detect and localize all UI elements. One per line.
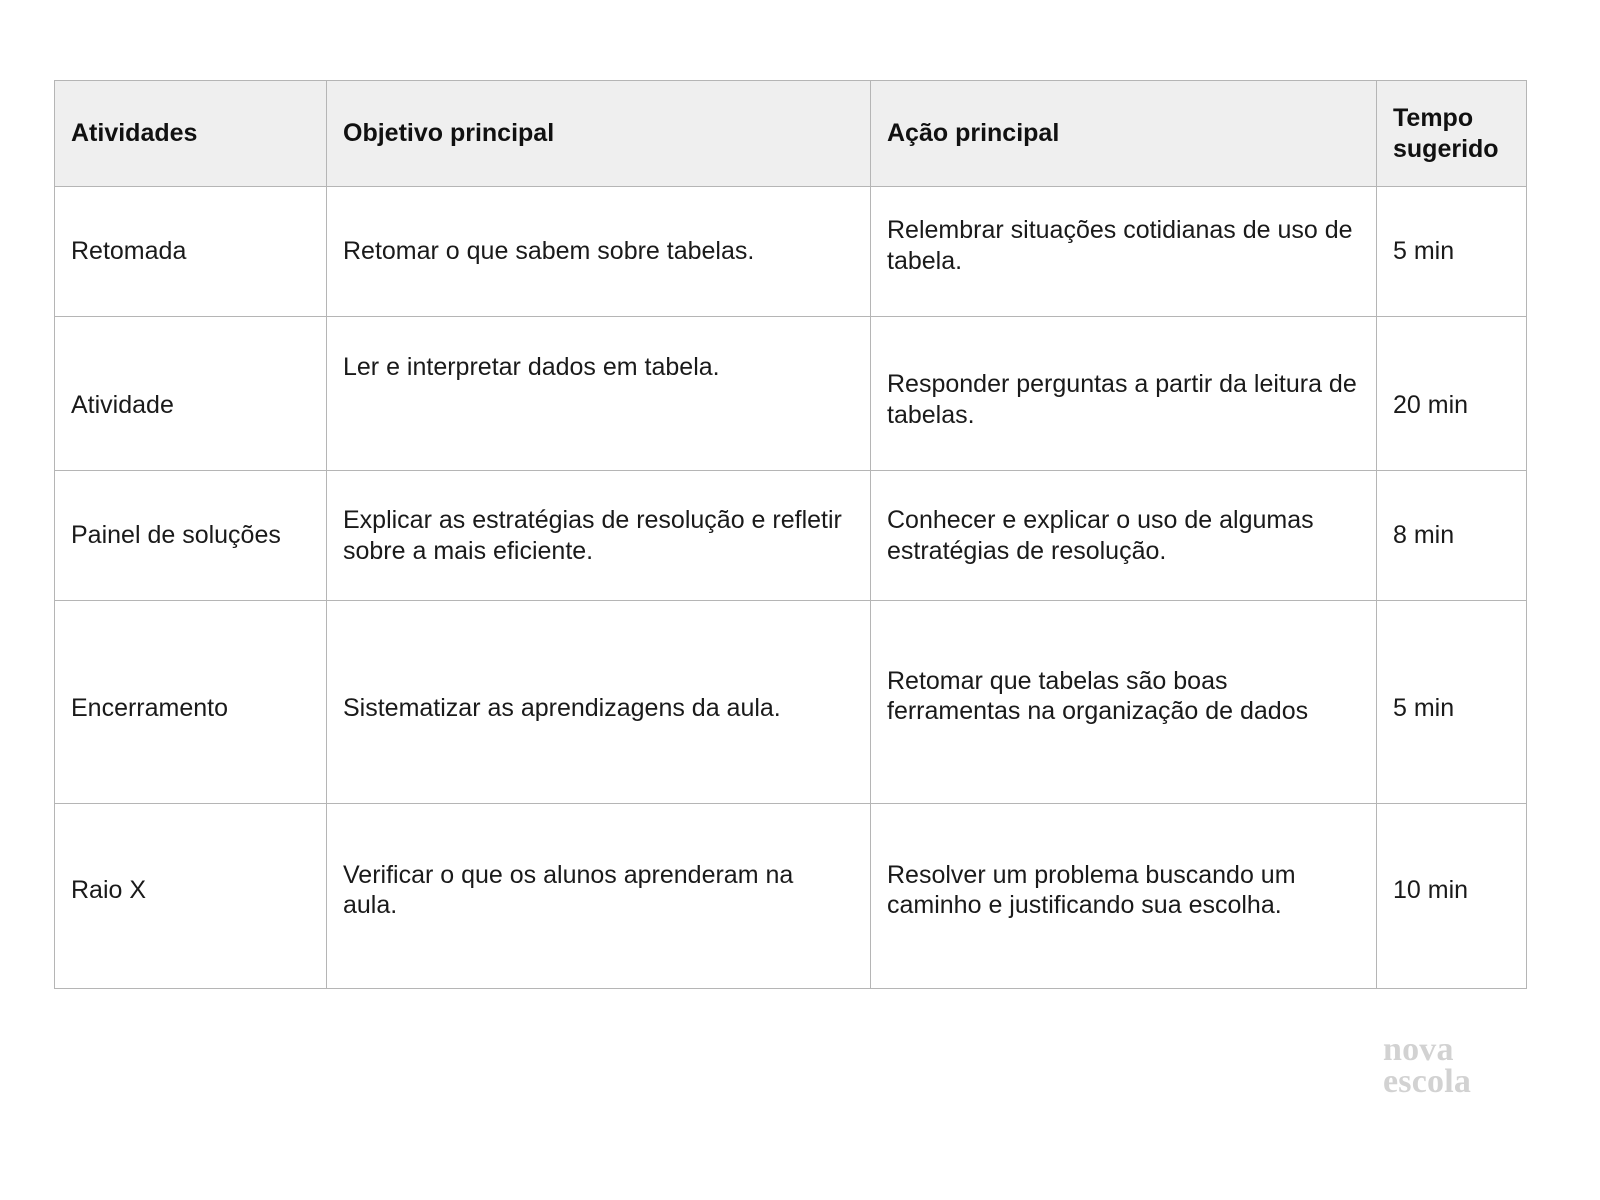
cell-acao <box>871 187 1377 317</box>
cell-acao <box>871 317 1377 471</box>
logo-line-escola: escola <box>1383 1063 1472 1101</box>
cell-tempo <box>1377 187 1527 317</box>
cell-acao <box>871 804 1377 989</box>
duration-text: 8 min <box>1393 521 1455 550</box>
action-text: Retomar que tabelas são boas ferramentas na organização de dados <box>887 666 1309 725</box>
cell-atividade <box>55 471 327 601</box>
cell-tempo <box>1377 601 1527 804</box>
table-body <box>55 187 1527 989</box>
duration-text: 20 min <box>1393 391 1469 420</box>
action-text: Relembrar situações cotidianas de uso de tabela. <box>887 216 1353 275</box>
action-text: Resolver um problema buscando um caminho e justificando sua escolha. <box>887 860 1296 919</box>
cell-atividade <box>55 187 327 317</box>
tempo-sugerido-line-2: sugerido <box>1393 134 1499 163</box>
cell-objetivo <box>327 187 871 317</box>
cell-tempo <box>1377 471 1527 601</box>
action-text: Responder perguntas a partir da leitura de tabelas. <box>887 370 1357 429</box>
action-text: Conhecer e explicar o uso de algumas estratégias de resolução. <box>887 506 1314 565</box>
cell-tempo <box>1377 804 1527 989</box>
cell-objetivo <box>327 317 871 471</box>
cell-acao <box>871 471 1377 601</box>
activity-name: Retomada <box>71 237 187 266</box>
duration-text: 5 min <box>1393 693 1455 722</box>
table-row <box>55 601 1527 804</box>
cell-atividade <box>55 804 327 989</box>
cell-objetivo <box>327 471 871 601</box>
column-header-tempo-sugerido <box>1377 81 1527 187</box>
cell-objetivo <box>327 804 871 989</box>
objective-text: Verificar o que os alunos aprenderam na aula. <box>343 860 794 919</box>
table-row <box>55 187 1527 317</box>
cell-atividade <box>55 601 327 804</box>
table-row <box>55 317 1527 471</box>
objective-text: Sistematizar as aprendizagens da aula. <box>343 693 781 722</box>
table-header <box>55 81 1527 187</box>
cell-atividade <box>55 317 327 471</box>
activity-name: Painel de soluções <box>71 521 281 550</box>
column-header-acao-principal: Ação principal <box>871 81 1377 187</box>
duration-text: 5 min <box>1393 237 1455 266</box>
duration-text: 10 min <box>1393 875 1469 904</box>
objective-text: Explicar as estratégias de resolução e refletir sobre a mais eficiente. <box>343 506 842 565</box>
column-header-objetivo-principal: Objetivo principal <box>327 81 871 187</box>
activity-name: Atividade <box>71 391 174 420</box>
activity-name: Raio X <box>71 875 147 904</box>
table-row <box>55 804 1527 989</box>
nova-escola-logo <box>1383 1031 1503 1101</box>
table-row <box>55 471 1527 601</box>
column-header-atividades: Atividades <box>55 81 327 187</box>
activity-name: Encerramento <box>71 693 229 722</box>
logo-line-nova: nova <box>1383 1031 1454 1068</box>
cell-acao <box>871 601 1377 804</box>
objective-text: Ler e interpretar dados em tabela. <box>343 353 720 382</box>
objective-text: Retomar o que sabem sobre tabelas. <box>343 237 755 266</box>
lesson-plan-table <box>54 80 1527 989</box>
cell-objetivo <box>327 601 871 804</box>
tempo-sugerido-line-1: Tempo <box>1393 104 1474 132</box>
table-header-row <box>55 81 1527 187</box>
cell-tempo <box>1377 317 1527 471</box>
